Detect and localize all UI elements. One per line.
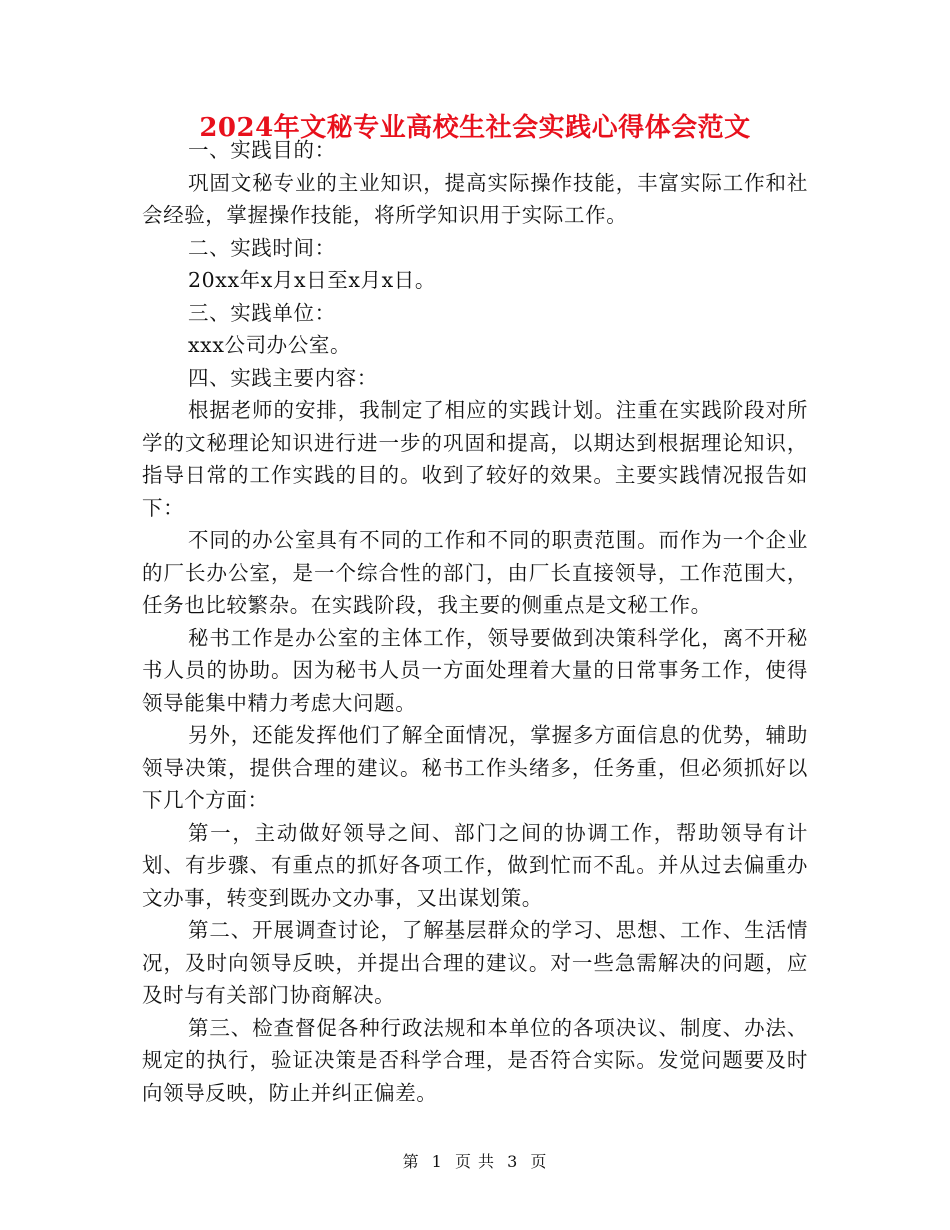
- section-heading-purpose: 一、实践目的：: [188, 138, 336, 162]
- paragraph-purpose: 巩固文秘专业的主业知识，提高实际操作技能，丰富实际工作和社会经验，掌握操作技能，将所学知识用于实际工作。: [142, 170, 808, 227]
- paragraph-point-two: 第二、开展调查讨论，了解基层群众的学习、思想、工作、生活情况，及时向领导反映，并提出合理的建议。对一些急需解决的问题，应及时与有关部门协商解决。: [142, 918, 808, 1007]
- paragraph-unit: xxx公司办公室。: [188, 333, 352, 357]
- paragraph-secretary-work: 秘书工作是办公室的主体工作，领导要做到决策科学化，离不开秘书人员的协助。因为秘书人员一方面处理着大量的日常事务工作，使得领导能集中精力考虑大问题。: [142, 625, 808, 715]
- paragraph-content-intro: 根据老师的安排，我制定了相应的实践计划。注重在实践阶段对所学的文秘理论知识进行进一步的巩固和提高，以期达到根据理论知识，指导日常的工作实践的目的。收到了较好的效果。主要实践情况报告如下：: [142, 398, 808, 520]
- paragraph-point-three: 第三、检查督促各种行政法规和本单位的各项决议、制度、办法、规定的执行，验证决策是否科学合理，是否符合实际。发觉问题要及时向领导反映，防止并纠正偏差。: [142, 1015, 808, 1105]
- section-heading-unit: 三、实践单位：: [188, 300, 336, 325]
- page-number-total: 3: [507, 1152, 519, 1171]
- paragraph-advantages: 另外，还能发挥他们了解全面情况，掌握多方面信息的优势，辅助领导决策，提供合理的建议。秘书工作头绪多，任务重，但必须抓好以下几个方面：: [142, 723, 808, 812]
- page-label-suffix: 页: [530, 1152, 548, 1171]
- paragraph-point-one: 第一，主动做好领导之间、部门之间的协调工作，帮助领导有计划、有步骤、有重点的抓好各项工作，做到忙而不乱。并从过去偏重办文办事，转变到既办文办事，又出谋划策。: [142, 820, 808, 910]
- page-number-current: 1: [431, 1152, 443, 1171]
- document-body: [142, 134, 808, 1109]
- paragraph-office-scope: 不同的办公室具有不同的工作和不同的职责范围。而作为一个企业的厂长办公室，是一个综合性的部门，由厂长直接领导，工作范围大，任务也比较繁杂。在实践阶段，我主要的侧重点是文秘工作。: [142, 528, 808, 617]
- page-label-prefix: 第: [402, 1152, 420, 1171]
- section-heading-time: 二、实践时间：: [188, 235, 336, 260]
- page-label-mid: 页 共: [454, 1152, 496, 1171]
- page-footer: [0, 1152, 950, 1172]
- section-heading-content: 四、实践主要内容：: [188, 365, 378, 390]
- paragraph-time: 20xx年x月x日至x月x日。: [188, 268, 436, 292]
- document-title: 2024年文秘专业高校生社会实践心得体会范文: [199, 113, 751, 143]
